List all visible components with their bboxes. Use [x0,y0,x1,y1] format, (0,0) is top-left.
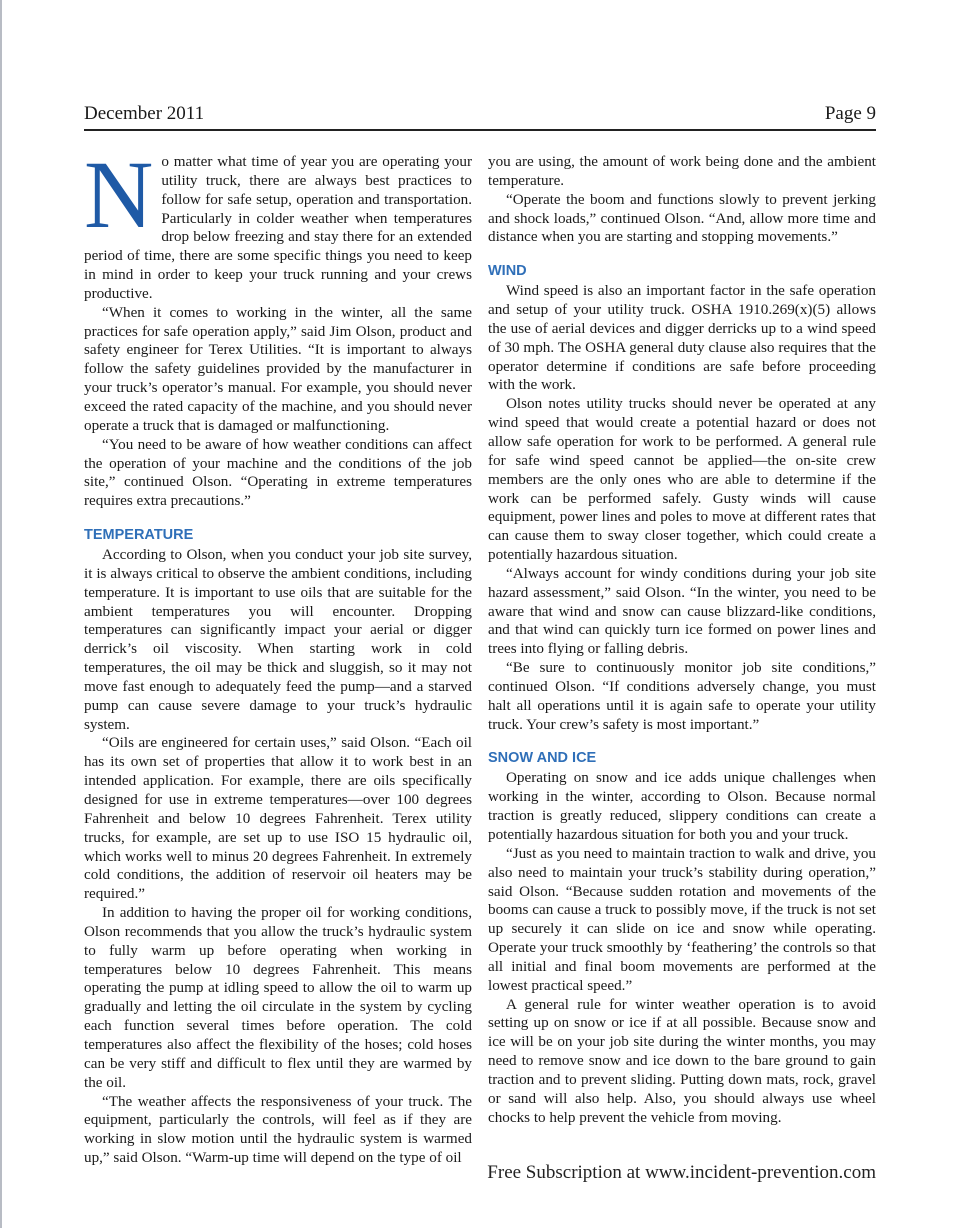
paragraph: you are using, the amount of work being done and the ambient temperature. [488,153,876,189]
paragraph: “Operate the boom and functions slowly to prevent jerking and shock loads,” continued Olson. “And, allow more time and distance when you are starting and stopping movements.” [488,190,876,246]
section-heading-temperature: TEMPERATURE [84,527,194,544]
issue-date: December 2011 [84,103,205,124]
paragraph: “Just as you need to maintain traction to walk and drive, you also need to maintain your truck’s stability during operation,” said Olson. “Because sudden rotation and movements of the booms can cause a truck to possibly move, if the truck is not set up securely it can slide on ice and snow while operating. Operate your truck smoothly by ‘feathering’ the controls so that all initial and final boom movements are performed at the lowest practical speed.” [488,844,876,994]
paragraph: “You need to be aware of how weather conditions can affect the operation of your machine and the conditions of the job site,” continued Olson. “Operating in extreme temperatures requires extra precautions.” [84,435,472,510]
header-divider [84,129,876,131]
drop-cap: N [84,141,154,248]
paragraph: “When it comes to working in the winter, all the same practices for safe operation apply,” said Jim Olson, product and safety engineer for Terex Utilities. “It is important to always follow the safety guidelines provided by the manufacturer in your truck’s operator’s manual. For example, you should never exceed the rated capacity of the machine, and you should never operate a truck that is damaged or malfunctioning. [84,303,472,434]
intro-paragraph [84,141,472,304]
page-number: Page 9 [824,103,876,124]
left-column [84,141,472,1168]
paragraph: In addition to having the proper oil for working conditions, Olson recommends that you allow the truck’s hydraulic system to fully warm up before operating when working in temperatures below 10 degrees Fahrenheit. This means operating the pump at idling speed to allow the oil to warm up gradually and letting the oil circulate in the system by cycling each function several times before operation. The cold temperatures also affect the flexibility of the hoses; cold hoses can be very stiff and difficult to flex until they are warmed by the oil. [84,904,472,1091]
footer-subscription-text: Free Subscription at www.incident-prevention.com [487,1162,876,1183]
paragraph: Wind speed is also an important factor in the safe operation and setup of your utility truck. OSHA 1910.269(x)(5) allows the use of aerial devices and digger derricks up to a wind speed of 30 mph. The OSHA general duty clause also requires that the operator determine if conditions are safe before proceeding with the work. [488,282,876,394]
paragraph: Operating on snow and ice adds unique challenges when working in the winter, according to Olson. Because normal traction is greatly reduced, slippery conditions can create a potentially hazardous situation for both you and your truck. [488,769,876,843]
paragraph: A general rule for winter weather operation is to avoid setting up on snow or ice if at all possible. Because snow and ice will be on your job site during the winter months, you may need to remove snow and ice down to the bare ground to gain traction and to prevent sliding. Putting down mats, rock, gravel or sand will also help. Also, you should always use wheel chocks to help prevent the vehicle from moving. [488,995,876,1126]
intro-text: o matter what time of year you are operating your utility truck, there are always best practices to follow for safe setup, operation and transportation. Particularly in colder weather when temperatures drop below freezing and stay there for an extended period of time, there are some specific things you need to keep in mind in order to keep your truck running and your crews productive. [84,153,472,302]
paragraph: “The weather affects the responsiveness of your truck. The equipment, particularly the controls, will feel as if they are working in slow motion until the hydraulic system is warmed up,” said Olson. “Warm-up time will depend on the type of oil [84,1092,472,1167]
paragraph: “Always account for windy conditions during your job site hazard assessment,” said Olson. “In the winter, you need to be aware that wind and snow can cause blizzard-like conditions, and that wind can quickly turn ice formed on power lines and trees into flying or falling debris. [488,564,876,658]
page-header [84,103,876,131]
page-edge-rule [0,0,2,1228]
paragraph: “Oils are engineered for certain uses,” said Olson. “Each oil has its own set of properties that allow it to work best in an intended application. For example, there are oils specifically designed for use in extreme temperatures—over 100 degrees Fahrenheit and below 10 degrees Fahrenheit. Terex utility trucks, for example, are set up to use ISO 15 hydraulic oil, which works well to minus 20 degrees Fahrenheit. In extremely cold conditions, the addition of reservoir oil heaters may be required.” [84,734,472,903]
paragraph: Olson notes utility trucks should never be operated at any wind speed that would create a potential hazard or does not allow safe operation for work to be performed. A general rule for safe wind speed cannot be applied—the on-site crew members are the only ones who are able to determine if the work can be performed safely. Gusty winds will cause equipment, power lines and poles to move at different rates that can cause them to sway closer together, which could create a potentially hazardous situation. [488,395,876,564]
paragraph: “Be sure to continuously monitor job site conditions,” continued Olson. “If conditions adversely change, you must halt all operations until it is again safe to operate your utility truck. Your crew’s safety is most important.” [488,659,876,733]
section-heading-snow-and-ice: SNOW AND ICE [488,750,597,767]
right-column [488,153,876,1128]
section-heading-wind: WIND [488,263,527,280]
paragraph: According to Olson, when you conduct your job site survey, it is always critical to observe the ambient conditions, including temperature. It is important to use oils that are suitable for the ambient temperatures you will encounter. Dropping temperatures can significantly impact your aerial or digger derrick’s oil viscosity. When starting work in cold temperatures, the oil may be thick and sluggish, so it may not move fast enough to adequately feed the pump—and a starved pump can cause severe damage to your truck’s hydraulic system. [84,546,472,733]
